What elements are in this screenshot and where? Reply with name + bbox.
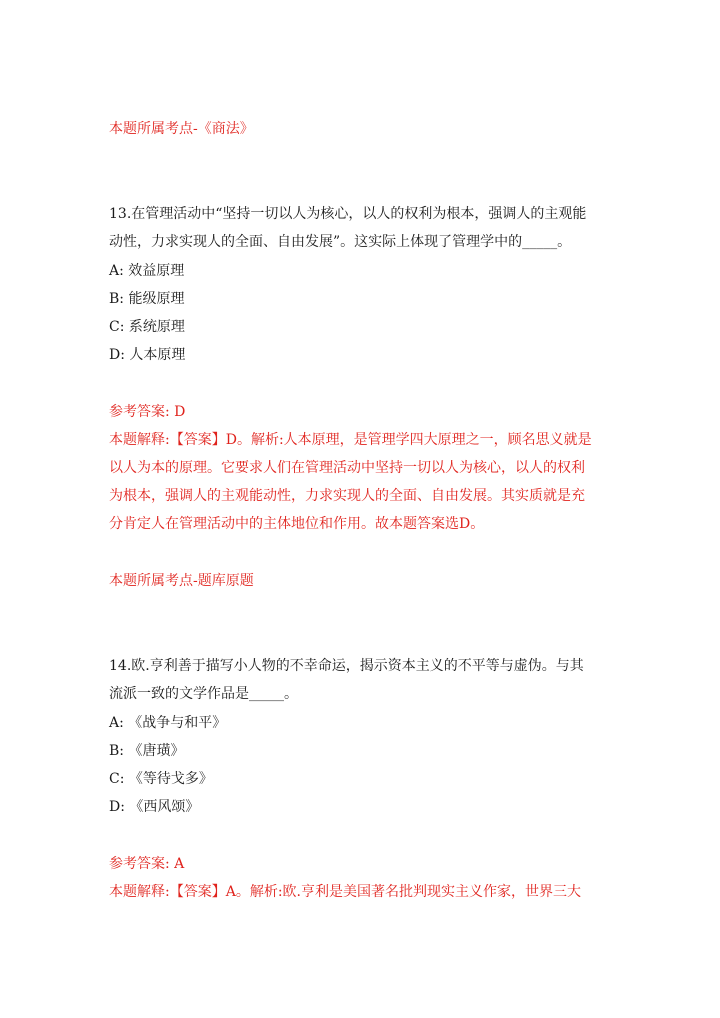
q14-option-d: D: 《西风颂》 xyxy=(109,799,200,815)
q13-explanation-line-2: 以人为本的原理。它要求人们在管理活动中坚持一切以人为核心，以人的权利 xyxy=(109,460,585,476)
q13-explanation-line-3: 为根本，强调人的主观能动性，力求实现人的全面、自由发展。其实质就是充 xyxy=(109,488,585,504)
q13-option-d: D: 人本原理 xyxy=(109,347,186,363)
q14-stem-line-1: 14.欧.亨利善于描写小人物的不幸命运，揭示资本主义的不平等与虚伪。与其 xyxy=(109,658,584,674)
q13-stem-line-1: 13.在管理活动中“坚持一切以人为核心，以人的权利为根本，强调人的主观能 xyxy=(109,206,587,222)
q14-option-a: A: 《战争与和平》 xyxy=(109,715,227,731)
q13-stem-line-2: 动性，力求实现人的全面、自由发展”。这实际上体现了管理学中的_____。 xyxy=(109,234,572,250)
q14-answer: 参考答案: A xyxy=(109,856,185,872)
q13-explanation-line-1: 本题解释:【答案】D。解析:人本原理，是管理学四大原理之一，顾名思义就是 xyxy=(109,432,592,448)
q13-topic-note: 本题所属考点-题库原题 xyxy=(109,573,254,589)
q13-option-a: A: 效益原理 xyxy=(109,263,185,279)
q13-answer: 参考答案: D xyxy=(109,404,186,420)
q13-option-c: C: 系统原理 xyxy=(109,319,185,335)
q13-option-b: B: 能级原理 xyxy=(109,291,185,307)
q14-option-c: C: 《等待戈多》 xyxy=(109,771,213,787)
q14-option-b: B: 《唐璜》 xyxy=(109,743,185,759)
top-topic-note: 本题所属考点-《商法》 xyxy=(109,121,254,137)
q14-stem-line-2: 流派一致的文学作品是_____。 xyxy=(109,686,298,702)
q14-explanation-line-1: 本题解释:【答案】A。解析:欧.亨利是美国著名批判现实主义作家，世界三大 xyxy=(109,884,581,900)
q13-explanation-line-4: 分肯定人在管理活动中的主体地位和作用。故本题答案选D。 xyxy=(109,516,485,532)
